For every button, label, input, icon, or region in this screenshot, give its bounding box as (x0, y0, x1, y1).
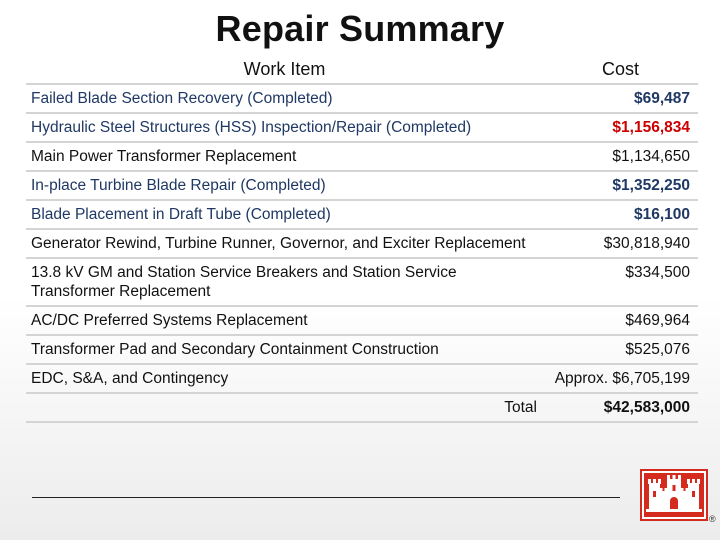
work-item-cell: EDC, S&A, and Contingency (26, 364, 543, 393)
table-row (26, 142, 698, 171)
total-cost: $42,583,000 (543, 393, 698, 422)
cost-cell: $30,818,940 (543, 229, 698, 258)
work-item-cell: Failed Blade Section Recovery (Completed) (26, 84, 543, 113)
table-row (26, 200, 698, 229)
usace-logo (640, 469, 708, 521)
work-item-cell: Transformer Pad and Secondary Containment Construction (26, 335, 543, 364)
work-item-cell: 13.8 kV GM and Station Service Breakers and Station Service Transformer Replacement (26, 258, 543, 306)
castle-icon (640, 469, 708, 521)
work-item-cell: AC/DC Preferred Systems Replacement (26, 306, 543, 335)
table-header-row (26, 56, 698, 84)
repair-summary-table (26, 56, 698, 423)
table-row (26, 258, 698, 306)
cost-cell: Approx. $6,705,199 (543, 364, 698, 393)
work-item-cell: In-place Turbine Blade Repair (Completed) (26, 171, 543, 200)
cost-cell: $69,487 (543, 84, 698, 113)
cost-cell: $1,156,834 (543, 113, 698, 142)
footer-divider (32, 497, 620, 498)
cost-cell: $1,134,650 (543, 142, 698, 171)
registered-mark: ® (709, 514, 716, 524)
table-row (26, 229, 698, 258)
table-row (26, 171, 698, 200)
table-row (26, 306, 698, 335)
total-label: Total (26, 393, 543, 422)
header-work-item: Work Item (243, 59, 326, 79)
cost-cell: $334,500 (543, 258, 698, 306)
work-item-cell: Main Power Transformer Replacement (26, 142, 543, 171)
cost-cell: $1,352,250 (543, 171, 698, 200)
table-row (26, 335, 698, 364)
table-row (26, 84, 698, 113)
work-item-cell: Generator Rewind, Turbine Runner, Governor, and Exciter Replacement (26, 229, 543, 258)
total-row (26, 393, 698, 422)
work-item-cell: Blade Placement in Draft Tube (Completed) (26, 200, 543, 229)
table-row (26, 113, 698, 142)
cost-cell: $525,076 (543, 335, 698, 364)
table-row (26, 364, 698, 393)
work-item-cell: Hydraulic Steel Structures (HSS) Inspection/Repair (Completed) (26, 113, 543, 142)
cost-cell: $16,100 (543, 200, 698, 229)
header-cost: Cost (601, 59, 639, 79)
cost-cell: $469,964 (543, 306, 698, 335)
page-title: Repair Summary (215, 8, 505, 49)
